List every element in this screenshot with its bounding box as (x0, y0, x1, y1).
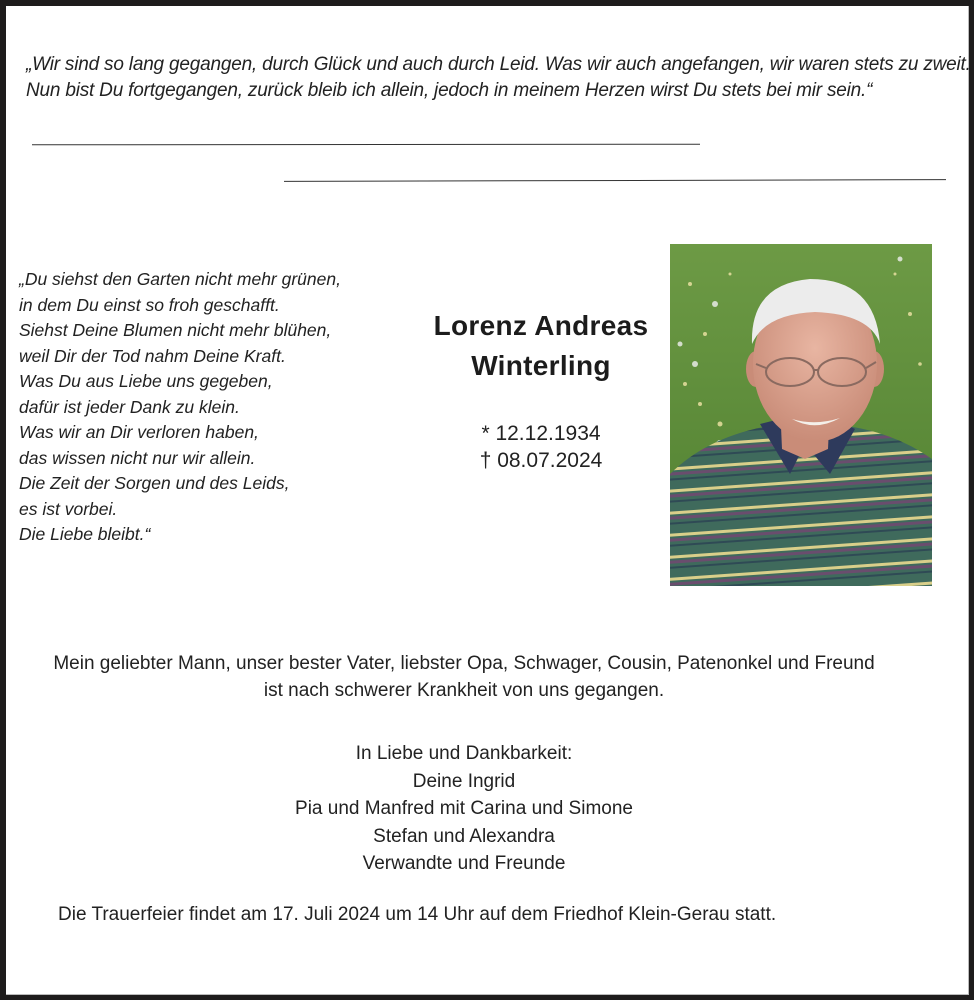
poem-line: das wissen nicht nur wir allein. (19, 447, 256, 468)
life-dates (401, 420, 681, 474)
signers-block (6, 740, 922, 878)
death-date: † 08.07.2024 (479, 449, 603, 472)
poem-line: „Du siehst den Garten nicht mehr grünen, (19, 269, 341, 289)
top-quote-line: „Wir sind so lang gegangen, durch Glück und auch durch Leid. Was wir auch angefangen, wir waren stets zu zweit. (26, 54, 971, 75)
poem-line: dafür ist jeder Dank zu klein. (19, 396, 240, 417)
announcement-line: ist nach schwerer Krankheit von uns gegangen. (263, 680, 665, 701)
poem-line: weil Dir der Tod nahm Deine Kraft. (19, 345, 286, 366)
funeral-notice: Die Trauerfeier findet am 17. Juli 2024 um 14 Uhr auf dem Friedhof Klein-Gerau statt. (58, 904, 777, 925)
deceased-name-last: Winterling (471, 350, 611, 381)
birth-date: * 12.12.1934 (481, 422, 601, 445)
divider-line (32, 144, 700, 146)
poem-line: Was Du aus Liebe uns gegeben, (19, 371, 273, 391)
obituary-page (6, 6, 969, 995)
top-quote (26, 52, 971, 104)
signers-intro: In Liebe und Dankbarkeit: (355, 743, 573, 764)
signer-line: Verwandte und Freunde (362, 853, 566, 874)
announcement-line: Mein geliebter Mann, unser bester Vater, liebster Opa, Schwager, Cousin, Patenonkel und Freund (53, 653, 875, 674)
signer-line: Pia und Manfred mit Carina und Simone (295, 798, 633, 819)
announcement-text (6, 650, 922, 704)
poem-line: Die Liebe bleibt.“ (19, 524, 151, 544)
signer-line: Stefan und Alexandra (373, 825, 555, 847)
signer-line: Deine Ingrid (412, 770, 516, 792)
deceased-name-first: Lorenz Andreas (433, 310, 649, 341)
portrait-photo (670, 244, 932, 586)
divider-line (284, 179, 946, 182)
top-quote-line: Nun bist Du fortgegangen, zurück bleib ich allein, jedoch in meinem Herzen wirst Du stets bei mir sein.“ (26, 80, 873, 101)
poem-line: Die Zeit der Sorgen und des Leids, (19, 473, 290, 493)
poem-line: Was wir an Dir verloren haben, (19, 422, 259, 442)
poem-line: es ist vorbei. (19, 498, 118, 519)
poem-line: Siehst Deine Blumen nicht mehr blühen, (19, 320, 332, 340)
poem (19, 267, 399, 548)
poem-line: in dem Du einst so froh geschafft. (19, 294, 280, 315)
deceased-block (401, 306, 681, 474)
